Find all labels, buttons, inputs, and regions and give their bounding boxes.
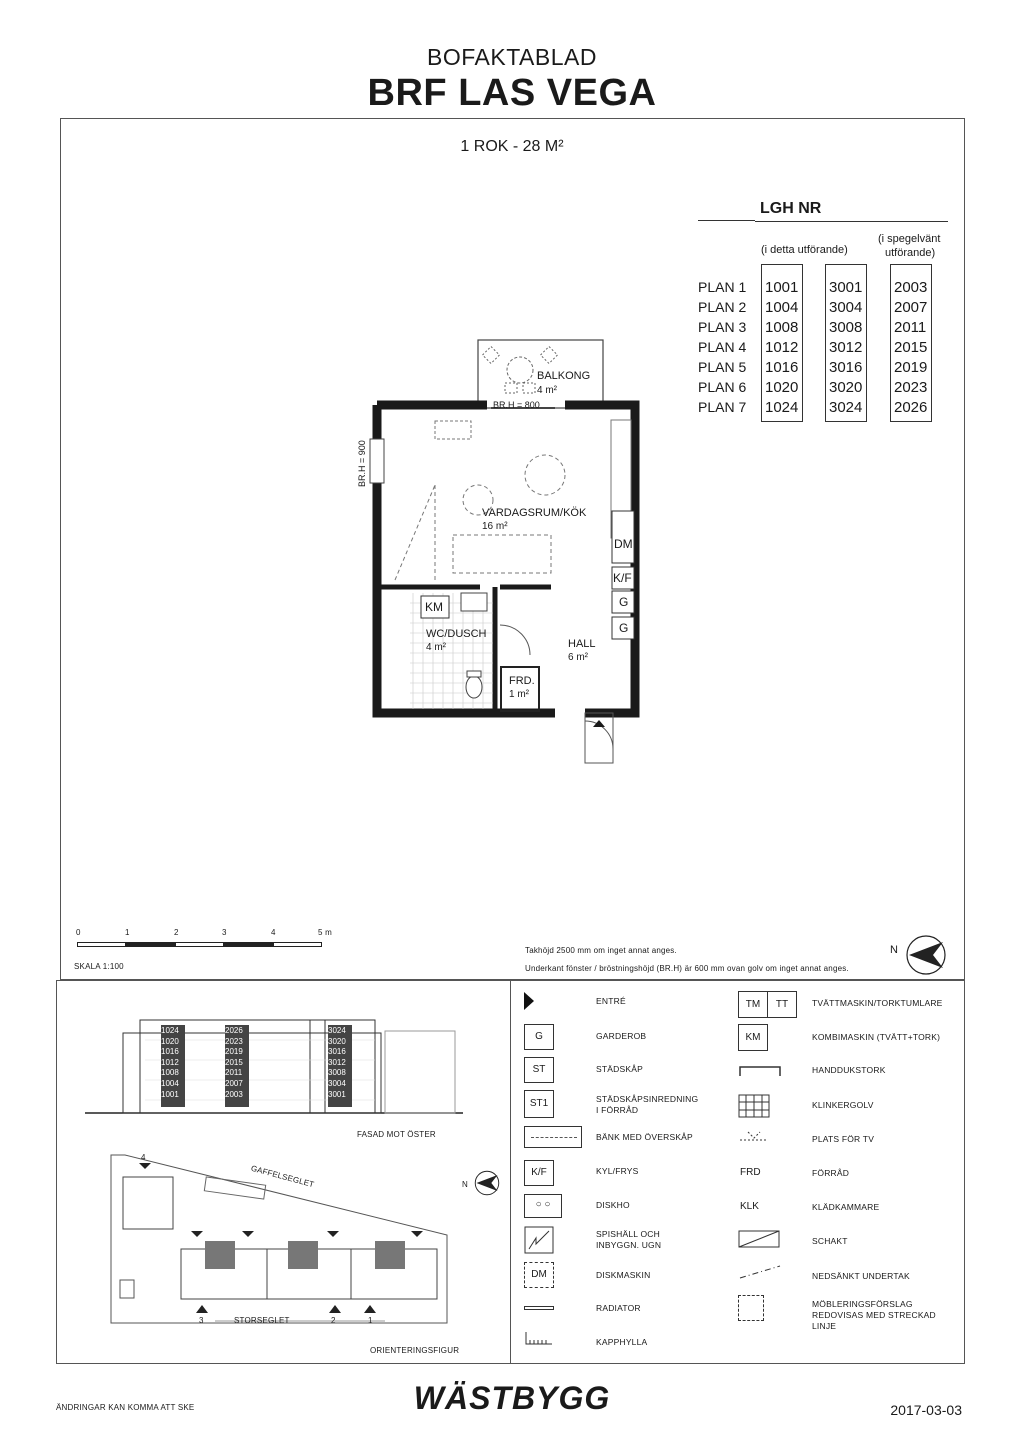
legend-km-symbol: KM (738, 1024, 768, 1051)
unit-table (695, 195, 950, 425)
facade-unit-label: 2019 (225, 1047, 243, 1057)
mobel-icon (738, 1295, 764, 1321)
facade-unit-label: 3004 (328, 1079, 346, 1088)
unit-table-rule-left (698, 220, 755, 221)
orientation-caption: ORIENTERINGSFIGUR (370, 1346, 460, 1355)
note-window: Underkant fönster / bröstningshöjd (BR.H) är 600 mm ovan golv om inget annat anges. (525, 964, 849, 973)
unit-row-number-a: 1024 (765, 399, 799, 416)
km-label: KM (425, 600, 443, 614)
nedsankt-icon (738, 1264, 782, 1280)
legend-stadskapsinredning-1: STÄDSKÅPSINREDNING (596, 1094, 699, 1104)
scale-tick-1: 1 (125, 928, 130, 937)
legend-mobel-1: MÖBLERINGSFÖRSLAG (812, 1299, 913, 1309)
balkong-area: 4 m² (537, 385, 557, 396)
unit-row-plan: PLAN 3 (698, 319, 747, 335)
spis-icon (524, 1226, 554, 1254)
legend-stadskapsinredning-2: I FÖRRÅD (596, 1105, 639, 1115)
brh-900-label: BR.H = 900 (357, 440, 367, 487)
unit-table-col1-header: (i detta utförande) (761, 244, 848, 256)
site-street-2: STORSEGLET (234, 1316, 290, 1325)
legend-mobel-2: REDOVISAS MED STRECKAD LINJE (812, 1310, 936, 1331)
scale-seg-2 (126, 942, 175, 947)
unit-row-number-a: 1004 (765, 299, 799, 316)
facade-unit-label: 3008 (328, 1068, 346, 1078)
unit-row-plan: PLAN 1 (698, 279, 747, 295)
bank-icon (524, 1126, 582, 1148)
dm-label: DM (614, 537, 633, 551)
unit-row-number-c: 2019 (894, 359, 928, 376)
wc-area: 4 m² (426, 642, 446, 653)
legend-kf-symbol: K/F (524, 1160, 554, 1186)
facade-unit-label: 1020 (161, 1036, 179, 1046)
legend-entre: ENTRÉ (596, 996, 626, 1006)
note-ceiling: Takhöjd 2500 mm om inget annat anges. (525, 946, 677, 955)
facade-unit-label: 2003 (225, 1089, 243, 1099)
legend-tv: PLATS FÖR TV (812, 1134, 875, 1144)
unit-row-number-b: 3024 (829, 399, 863, 416)
footer-date: 2017-03-03 (890, 1402, 962, 1418)
handduk-icon (738, 1064, 782, 1078)
scale-seg-4 (224, 942, 273, 947)
unit-row-number-a: 1008 (765, 319, 799, 336)
facade-unit-label: 2007 (225, 1079, 243, 1088)
north-arrow-icon (905, 934, 947, 976)
legend-spis-2: INBYGGN. UGN (596, 1240, 662, 1250)
unit-row-number-b: 3008 (829, 319, 863, 336)
scale-seg-3 (175, 942, 224, 947)
unit-row-plan: PLAN 5 (698, 359, 747, 375)
legend-stadskap: STÄDSKÅP (596, 1064, 643, 1074)
unit-row-plan: PLAN 6 (698, 379, 747, 395)
legend-g-symbol: G (524, 1024, 554, 1050)
hall-label: HALL (568, 638, 596, 650)
unit-table-col2-header-1: (i spegelvänt (878, 233, 941, 245)
unit-row-number-b: 3001 (829, 279, 863, 296)
site-street-1: GAFFELSEGLET (249, 1163, 316, 1190)
unit-row-number-b: 3004 (829, 299, 863, 316)
frd-area: 1 m² (509, 689, 529, 700)
unit-row-number-c: 2023 (894, 379, 928, 396)
hall-area: 6 m² (568, 652, 588, 663)
g-label-1: G (619, 595, 629, 609)
kf-label: K/F (613, 571, 632, 585)
facade-unit-label: 1001 (161, 1089, 179, 1099)
document-subtitle: BOFAKTABLAD (427, 44, 597, 70)
site-num-1: 1 (368, 1316, 373, 1325)
legend-klk-symbol: KLK (740, 1201, 759, 1212)
scale-seg-1 (77, 942, 126, 947)
facade-unit-label: 1004 (161, 1079, 179, 1088)
entre-icon (524, 992, 534, 1010)
facade-unit-label: 2015 (225, 1057, 243, 1067)
north-label: N (890, 944, 898, 956)
legend-bank: BÄNK MED ÖVERSKÅP (596, 1132, 693, 1142)
legend-st-symbol: ST (524, 1057, 554, 1083)
unit-table-rule (755, 221, 948, 222)
legend-frd-symbol: FRD (740, 1167, 761, 1178)
unit-table-title: LGH NR (760, 200, 822, 217)
unit-table-col2-header-2: utförande) (885, 247, 936, 259)
unit-row-plan: PLAN 2 (698, 299, 747, 315)
legend-nedsankt: NEDSÄNKT UNDERTAK (812, 1271, 910, 1281)
legend-kylfrys: KYL/FRYS (596, 1166, 639, 1176)
frd-label: FRD. (509, 675, 535, 687)
legend-tt-symbol: TT (767, 991, 797, 1018)
document-title: BRF LAS VEGA (367, 72, 657, 114)
legend-disko: DISKHO (596, 1200, 630, 1210)
unit-row-number-a: 1001 (765, 279, 799, 296)
brh-800-label: BR.H = 800 (493, 400, 540, 410)
unit-row-number-c: 2011 (894, 319, 927, 336)
legend-right (736, 988, 961, 1358)
facade-unit-label: 2023 (225, 1036, 243, 1046)
scale-tick-4: 4 (271, 928, 276, 937)
scale-tick-2: 2 (174, 928, 179, 937)
scale-bar (74, 928, 344, 972)
floorplan-labels (355, 335, 655, 765)
unit-row-number-a: 1016 (765, 359, 799, 376)
living-area: 16 m² (482, 521, 508, 532)
scale-seg-5 (273, 942, 322, 947)
unit-row-number-c: 2026 (894, 399, 928, 416)
site-north-label: N (462, 1180, 468, 1189)
legend-spis-1: SPISHÄLL OCH (596, 1229, 660, 1239)
site-num-4: 4 (141, 1153, 146, 1162)
legend-tm-symbol: TM (738, 991, 768, 1018)
facade-unit-label: 1024 (161, 1026, 179, 1035)
facade-unit-label: 3012 (328, 1057, 346, 1067)
unit-row-number-a: 1012 (765, 339, 799, 356)
unit-row-plan: PLAN 7 (698, 399, 747, 415)
site-north-arrow-icon (474, 1170, 500, 1196)
legend-garderob: GARDEROB (596, 1031, 647, 1041)
unit-row-number-c: 2003 (894, 279, 928, 296)
balkong-label: BALKONG (537, 370, 591, 382)
kapphylla-icon (524, 1330, 556, 1348)
scale-tick-3: 3 (222, 928, 227, 937)
legend-kapphylla: KAPPHYLLA (596, 1337, 648, 1347)
living-label: VARDAGSRUM/KÖK (482, 507, 587, 519)
legend-kombi: KOMBIMASKIN (TVÄTT+TORK) (812, 1032, 941, 1042)
facade-unit-label: 1008 (161, 1068, 179, 1078)
site-num-3: 3 (199, 1316, 204, 1325)
facade-unit-label: 3024 (328, 1026, 346, 1035)
legend-st1-symbol: ST1 (524, 1090, 554, 1118)
scale-label: SKALA 1:100 (74, 962, 124, 971)
wc-label: WC/DUSCH (426, 628, 487, 640)
unit-row-number-c: 2015 (894, 339, 928, 356)
unit-row-number-b: 3016 (829, 359, 863, 376)
site-num-2: 2 (331, 1316, 336, 1325)
legend-handduk: HANDDUKSTORK (812, 1065, 886, 1075)
unit-row-plan: PLAN 4 (698, 339, 747, 355)
facade-drawing (85, 1015, 465, 1117)
legend-dm-symbol: DM (524, 1262, 554, 1288)
facade-caption: FASAD MOT ÖSTER (357, 1130, 436, 1139)
facade-unit-label: 3001 (328, 1089, 346, 1099)
tv-icon (738, 1130, 770, 1146)
legend-diskmaskin: DISKMASKIN (596, 1270, 651, 1280)
g-label-2: G (619, 621, 629, 635)
facade-unit-label: 3020 (328, 1036, 346, 1046)
scale-tick-5: 5 m (318, 928, 332, 937)
schakt-icon (738, 1230, 780, 1248)
unit-row-number-c: 2007 (894, 299, 928, 316)
scale-tick-0: 0 (76, 928, 81, 937)
legend-kladkammare: KLÄDKAMMARE (812, 1202, 880, 1212)
disko-icon: ○ ○ (524, 1194, 562, 1218)
facade-unit-label: 3016 (328, 1047, 346, 1057)
legend-tvatt: TVÄTTMASKIN/TORKTUMLARE (812, 998, 943, 1008)
facade-unit-label: 1016 (161, 1047, 179, 1057)
company-logo: WÄSTBYGG (413, 1380, 611, 1416)
legend-left (520, 988, 735, 1358)
footer-disclaimer: ÄNDRINGAR KAN KOMMA ATT SKE (56, 1403, 195, 1412)
unit-row-number-b: 3012 (829, 339, 863, 356)
unit-row-number-b: 3020 (829, 379, 863, 396)
legend-radiator: RADIATOR (596, 1303, 641, 1313)
legend-forrad: FÖRRÅD (812, 1168, 850, 1178)
klinker-icon (738, 1094, 770, 1118)
info-divider (510, 980, 511, 1364)
legend-klinker: KLINKERGOLV (812, 1100, 874, 1110)
facade-unit-label: 1012 (161, 1057, 179, 1067)
facade-unit-label: 2026 (225, 1026, 243, 1035)
apartment-type: 1 ROK - 28 M² (460, 138, 564, 155)
unit-row-number-a: 1020 (765, 379, 799, 396)
legend-schakt: SCHAKT (812, 1236, 848, 1246)
radiator-icon (524, 1306, 554, 1310)
facade-unit-label: 2011 (225, 1068, 243, 1078)
